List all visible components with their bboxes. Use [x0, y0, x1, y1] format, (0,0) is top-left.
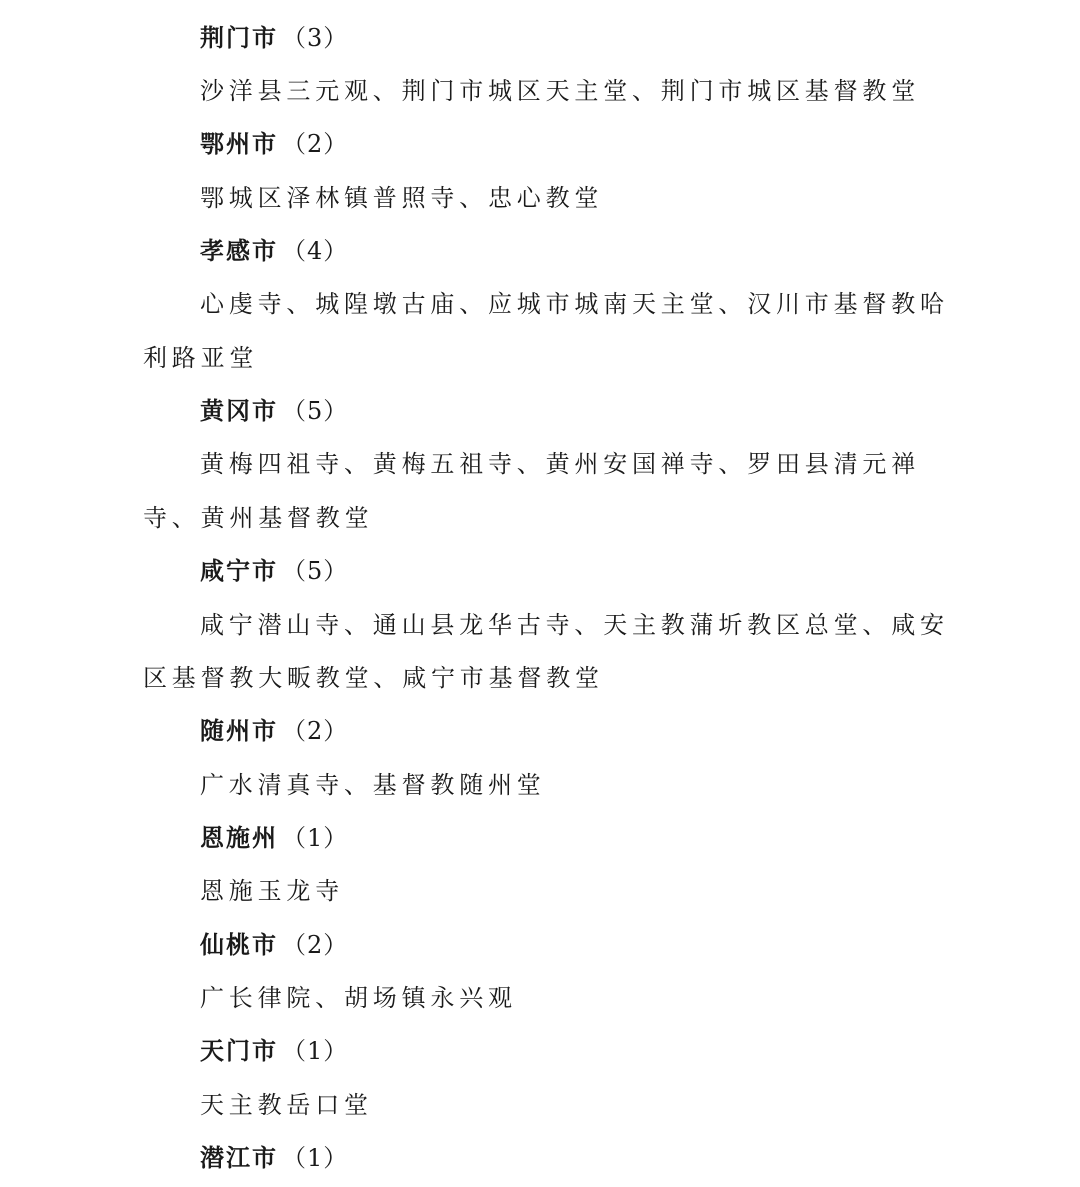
city-name: 咸宁市	[200, 557, 278, 585]
site-count: （5）	[282, 557, 349, 585]
city-name: 潜江市	[200, 1144, 278, 1172]
city-name: 恩施州	[200, 824, 278, 852]
section-heading-huanggang	[200, 391, 348, 431]
city-name: 鄂州市	[200, 130, 278, 158]
site-list-line: 沙洋县三元观、荆门市城区天主堂、荆门市城区基督教堂	[200, 77, 920, 105]
site-list-line-continued: 区基督教大畈教堂、咸宁市基督教堂	[143, 664, 604, 692]
section-heading-qianjiang	[200, 1138, 348, 1178]
site-list-line-continued: 寺、黄州基督教堂	[143, 504, 374, 532]
site-count: （1）	[282, 824, 349, 852]
section-heading-tianmen	[200, 1031, 348, 1071]
site-count: （5）	[282, 397, 349, 425]
section-heading-enshi	[200, 818, 348, 858]
section-heading-jingmen	[200, 18, 348, 58]
city-name: 仙桃市	[200, 931, 278, 959]
site-count: （2）	[282, 130, 349, 158]
site-list-line: 天主教岳口堂	[200, 1091, 373, 1119]
site-count: （1）	[282, 1144, 349, 1172]
site-list-line: 鄂城区泽林镇普照寺、忠心教堂	[200, 184, 604, 212]
site-count: （2）	[282, 931, 349, 959]
site-count: （2）	[282, 717, 349, 745]
city-name: 荆门市	[200, 24, 278, 52]
site-list-line: 黄梅四祖寺、黄梅五祖寺、黄州安国禅寺、罗田县清元禅	[200, 450, 920, 478]
city-name: 黄冈市	[200, 397, 278, 425]
site-list-line: 恩施玉龙寺	[200, 877, 344, 905]
site-list-line: 广水清真寺、基督教随州堂	[200, 771, 546, 799]
site-count: （3）	[282, 24, 349, 52]
section-heading-xianning	[200, 551, 348, 591]
site-list-line: 咸宁潜山寺、通山县龙华古寺、天主教蒲圻教区总堂、咸安	[200, 611, 949, 639]
site-list-line: 心虔寺、城隍墩古庙、应城市城南天主堂、汉川市基督教哈	[200, 290, 949, 318]
section-heading-xiantao	[200, 925, 348, 965]
site-list-line-continued: 利路亚堂	[143, 344, 259, 372]
site-count: （4）	[282, 237, 349, 265]
section-heading-xiaogan	[200, 231, 348, 271]
city-name: 随州市	[200, 717, 278, 745]
site-count: （1）	[282, 1037, 349, 1065]
section-heading-ezhou	[200, 124, 348, 164]
section-heading-suizhou	[200, 711, 348, 751]
city-name: 天门市	[200, 1037, 278, 1065]
city-name: 孝感市	[200, 237, 278, 265]
site-list-line: 广长律院、胡场镇永兴观	[200, 984, 517, 1012]
